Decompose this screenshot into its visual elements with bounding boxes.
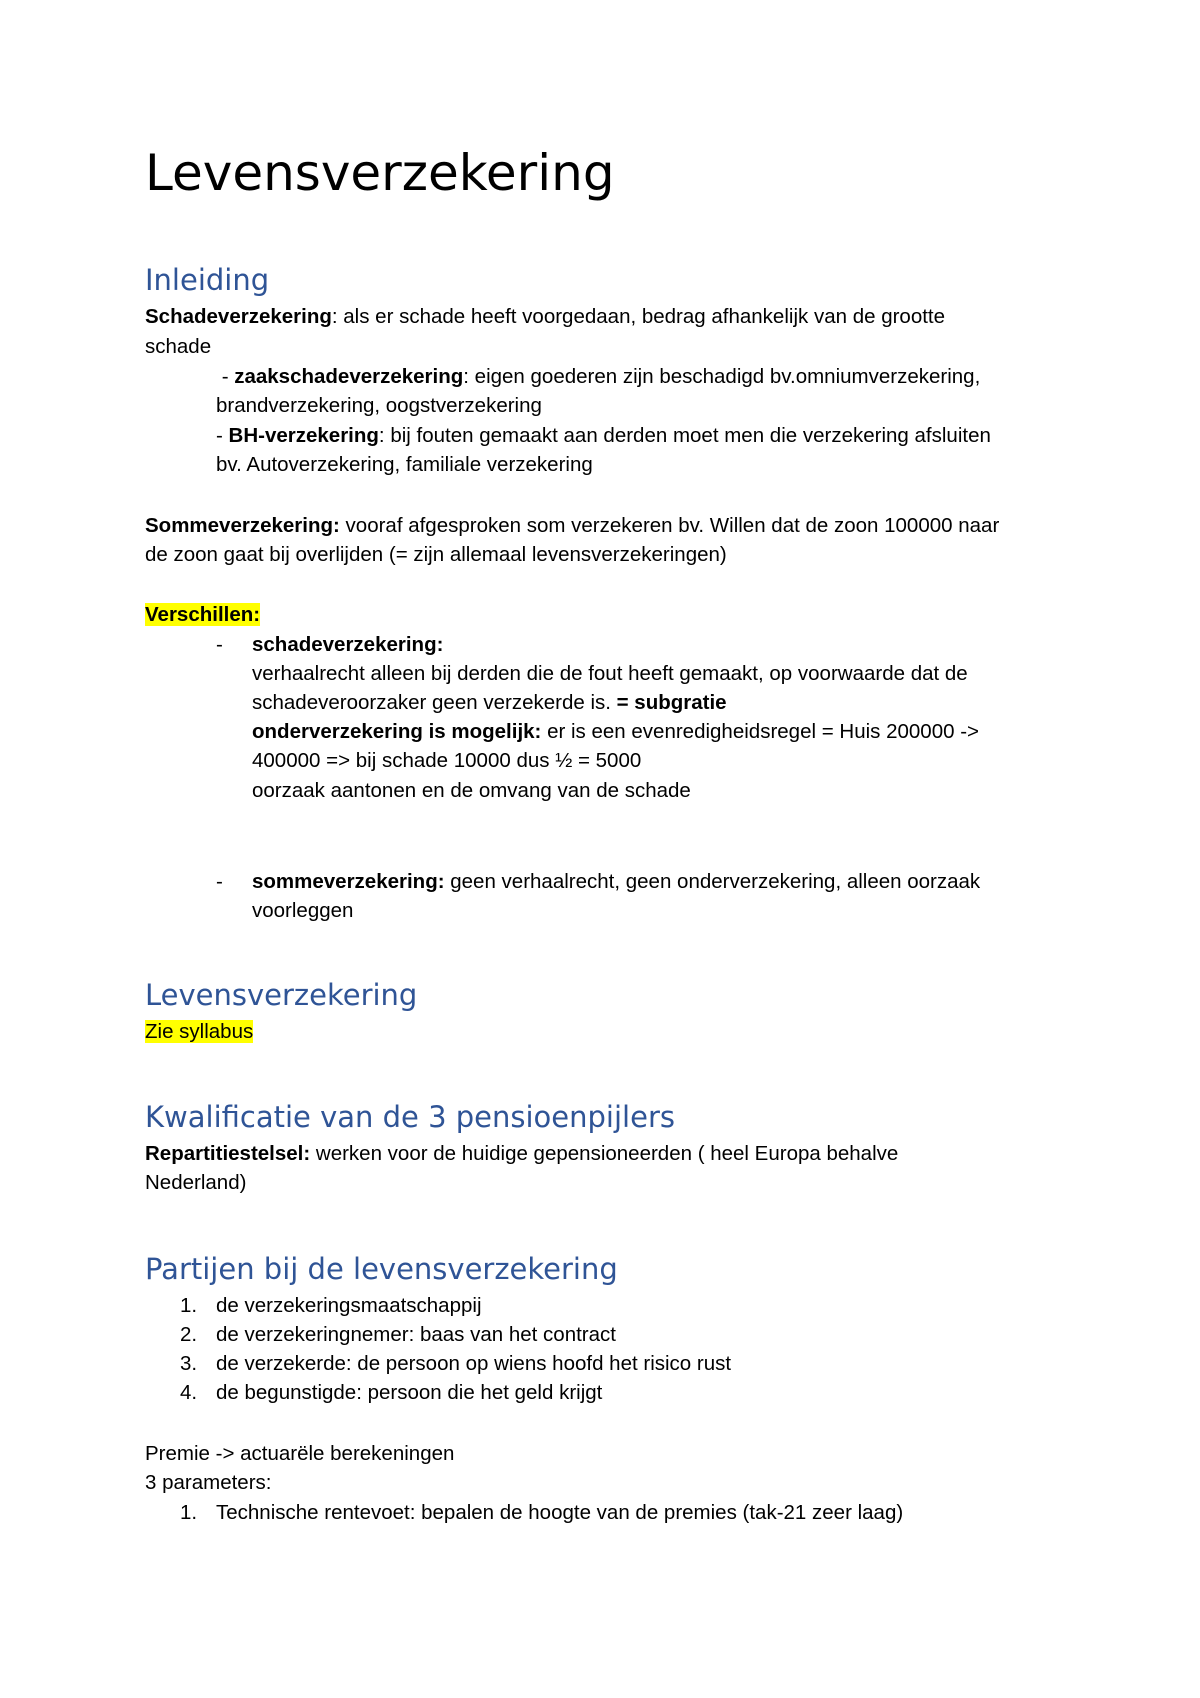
bullet-1-line-5: oorzaak aantonen en de omvang van de schade xyxy=(252,779,691,802)
zaakschade-dash: - xyxy=(216,365,235,388)
onderverzekering-term: onderverzekering is mogelijk: xyxy=(252,720,542,743)
zie-syllabus-note: Zie syllabus xyxy=(145,1020,254,1043)
partij-item: de verzekerde: de persoon op wiens hoofd het risico rust xyxy=(216,1352,732,1375)
sommeverzekering-text: vooraf afgesproken som verzekeren bv. Willen dat de zoon 100000 naar xyxy=(339,514,1000,537)
bullet-2-text: geen verhaalrecht, geen onderverzekering, alleen oorzaak xyxy=(444,870,981,893)
partij-number: 3. xyxy=(180,1352,198,1375)
partij-item: de begunstigde: persoon die het geld krijgt xyxy=(216,1381,603,1404)
verschillen-label: Verschillen: xyxy=(145,603,261,626)
zaakschade-line-1 xyxy=(216,364,980,390)
partij-number: 2. xyxy=(180,1323,198,1346)
sommeverzekering-term: Sommeverzekering: xyxy=(145,514,340,537)
heading-kwalificatie: Kwalificatie van de 3 pensioenpijlers xyxy=(145,1100,675,1134)
bh-text: : bij fouten gemaakt aan derden moet men die verzekering afsluiten xyxy=(378,424,991,447)
schadeverzekering-line-1 xyxy=(145,304,945,330)
parameters-line: 3 parameters: xyxy=(145,1471,272,1494)
bullet-2-dash: - xyxy=(216,870,223,893)
bullet-1-term-line xyxy=(252,632,443,658)
subgratie-term: = subgratie xyxy=(616,691,727,714)
bullet-2-line-1 xyxy=(252,869,980,895)
partij-item: de verzekeringnemer: baas van het contract xyxy=(216,1323,616,1346)
repartitie-line-1 xyxy=(145,1141,898,1167)
zaakschade-line-2: brandverzekering, oogstverzekering xyxy=(216,394,542,417)
zaakschade-text: : eigen goederen zijn beschadigd bv.omniumverzekering, xyxy=(463,365,981,388)
verschillen-line xyxy=(145,602,260,628)
bullet-1-dash: - xyxy=(216,633,223,656)
bullet-1-line-4: 400000 => bij schade 10000 dus ½ = 5000 xyxy=(252,749,642,772)
parameter-item: Technische rentevoet: bepalen de hoogte van de premies (tak-21 zeer laag) xyxy=(216,1501,904,1524)
document-title: Levensverzekering xyxy=(145,144,615,202)
heading-levensverzekering: Levensverzekering xyxy=(145,978,418,1012)
parameter-number: 1. xyxy=(180,1501,198,1524)
schadeverzekering-term: Schadeverzekering xyxy=(145,305,332,328)
repartitie-text: werken voor de huidige gepensioneerden ( heel Europa behalve xyxy=(310,1142,899,1165)
partij-number: 1. xyxy=(180,1294,198,1317)
schadeverzekering-text: : als er schade heeft voorgedaan, bedrag afhankelijk van de grootte xyxy=(331,305,946,328)
zie-syllabus-line xyxy=(145,1019,253,1045)
schadeverzekering-line-2: schade xyxy=(145,335,212,358)
bullet-1-line-1: verhaalrecht alleen bij derden die de fout heeft gemaakt, op voorwaarde dat de xyxy=(252,662,968,685)
repartitie-term: Repartitiestelsel: xyxy=(145,1142,311,1165)
bullet-1-line-3 xyxy=(252,719,979,745)
bh-line-1 xyxy=(216,423,991,449)
partij-item: de verzekeringsmaatschappij xyxy=(216,1294,482,1317)
bullet-1-term: schadeverzekering: xyxy=(252,633,444,656)
repartitie-line-2: Nederland) xyxy=(145,1171,247,1194)
bh-dash: - xyxy=(216,424,229,447)
bullet-1-line-2-text: schadeveroorzaker geen verzekerde is. xyxy=(252,691,617,714)
bh-term: BH-verzekering xyxy=(228,424,379,447)
bullet-2-line-2: voorleggen xyxy=(252,899,354,922)
premie-line: Premie -> actuarële berekeningen xyxy=(145,1442,455,1465)
bh-line-2: bv. Autoverzekering, familiale verzekering xyxy=(216,453,593,476)
partij-number: 4. xyxy=(180,1381,198,1404)
sommeverzekering-line-1 xyxy=(145,513,999,539)
bullet-2-term: sommeverzekering: xyxy=(252,870,445,893)
zaakschade-term: zaakschadeverzekering xyxy=(234,365,464,388)
sommeverzekering-line-2: de zoon gaat bij overlijden (= zijn allemaal levensverzekeringen) xyxy=(145,543,727,566)
bullet-1-line-2 xyxy=(252,690,727,716)
heading-inleiding: Inleiding xyxy=(145,263,270,297)
heading-partijen: Partijen bij de levensverzekering xyxy=(145,1252,618,1286)
bullet-1-line-3-text: er is een evenredigheidsregel = Huis 200000 -> xyxy=(541,720,979,743)
